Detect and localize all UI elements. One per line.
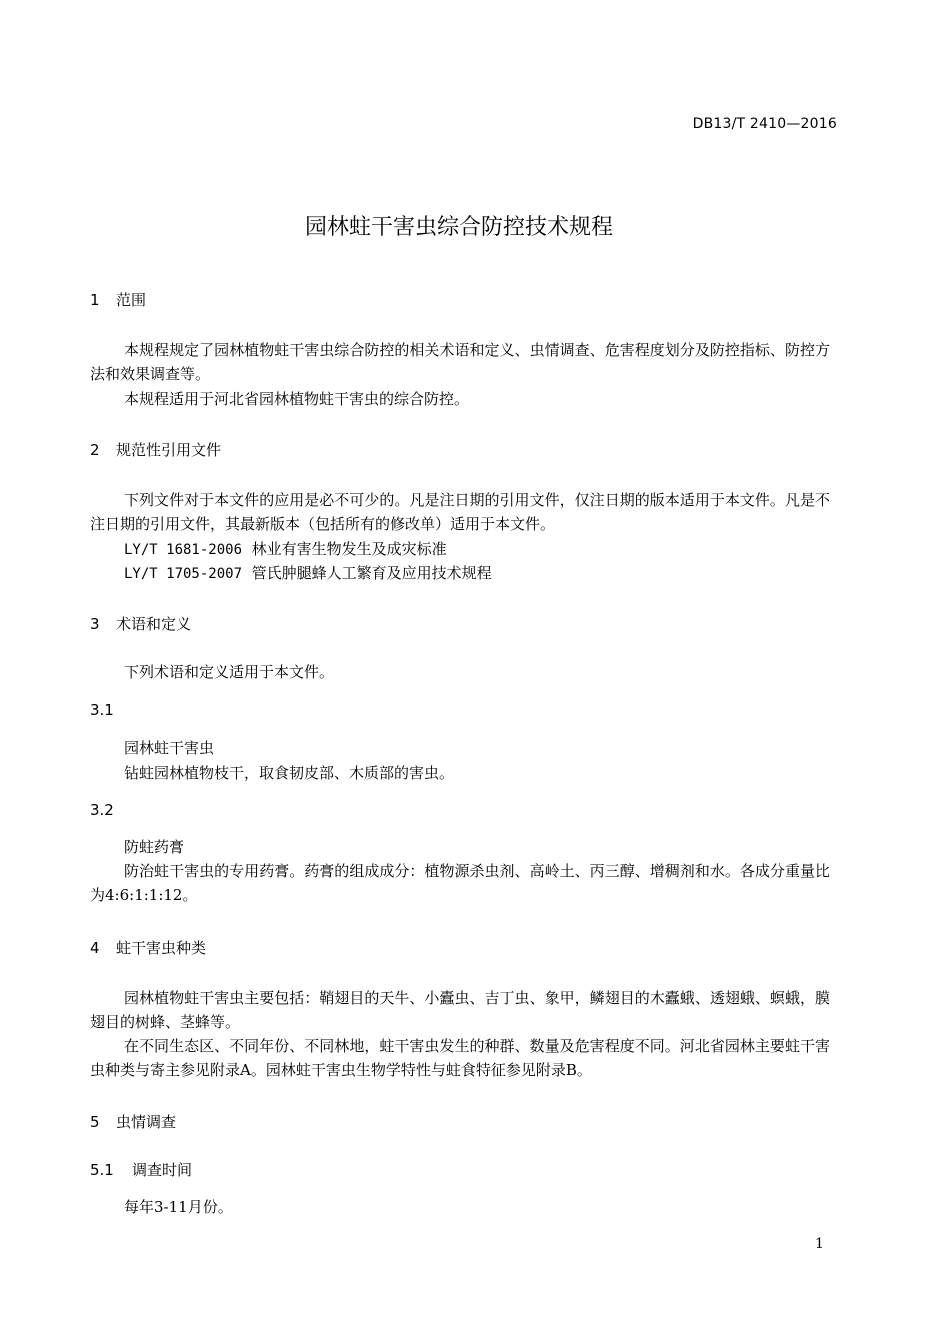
section-1-heading <box>90 289 146 310</box>
section-title: 术语和定义 <box>116 615 192 633</box>
term-3-2-definition: 防治蛀干害虫的专用药膏。药膏的组成成分：植物源杀虫剂、高岭土、丙三醇、增稠剂和水。各成分重量比为4:6:1:1:12。 <box>90 862 830 904</box>
section-1-paragraph-2: 本规程适用于河北省园林植物蛀干害虫的综合防控。 <box>124 390 470 408</box>
section-title: 蛀干害虫种类 <box>116 939 207 957</box>
section-number: 1 <box>90 291 100 309</box>
section-2-paragraph-1: 下列文件对于本文件的应用是必不可少的。凡是注日期的引用文件，仅注日期的版本适用于本文件。凡是不注日期的引用文件，其最新版本（包括所有的修改单）适用于本文件。 <box>90 491 830 533</box>
subsection-5-1-paragraph: 每年3-11月份。 <box>124 1198 233 1216</box>
section-number: 2 <box>90 441 100 459</box>
reference-code: LY/T 1705-2007 <box>124 566 243 582</box>
term-3-1-definition: 钻蛀园林植物枝干，取食韧皮部、木质部的害虫。 <box>124 764 455 782</box>
term-3-2: 防蛀药膏 <box>124 838 185 856</box>
reference-item <box>124 537 447 562</box>
page-number: 1 <box>815 1236 824 1252</box>
section-4-heading <box>90 937 206 958</box>
term-3-1: 园林蛀干害虫 <box>124 739 215 757</box>
subsection-number: 5.1 <box>90 1161 114 1179</box>
document-title: 园林蛀干害虫综合防控技术规程 <box>304 215 613 240</box>
section-title: 范围 <box>116 291 147 309</box>
section-5-heading <box>90 1111 176 1132</box>
reference-name: 林业有害生物发生及成灾标准 <box>251 540 447 558</box>
section-3-paragraph-1: 下列术语和定义适用于本文件。 <box>124 663 335 681</box>
section-1-paragraph-1: 本规程规定了园林植物蛀干害虫综合防控的相关术语和定义、虫情调查、危害程度划分及防控指标、防控方法和效果调查等。 <box>90 341 830 383</box>
section-title: 虫情调查 <box>116 1113 177 1131</box>
reference-code: LY/T 1681-2006 <box>124 542 243 558</box>
section-2-heading <box>90 439 221 460</box>
clause-3-2-number: 3.2 <box>90 801 114 819</box>
section-number: 4 <box>90 939 100 957</box>
section-number: 3 <box>90 615 100 633</box>
section-4-paragraph-1: 园林植物蛀干害虫主要包括：鞘翅目的天牛、小蠹虫、吉丁虫、象甲，鳞翅目的木蠹蛾、透翅蛾、螟蛾，膜翅目的树蜂、茎蜂等。 <box>90 989 830 1031</box>
standard-code: DB13/T 2410—2016 <box>692 116 837 132</box>
subsection-title: 调查时间 <box>132 1161 193 1179</box>
section-title: 规范性引用文件 <box>116 441 222 459</box>
section-4-paragraph-2: 在不同生态区、不同年份、不同林地，蛀干害虫发生的种群、数量及危害程度不同。河北省园林主要蛀干害虫种类与寄主参见附录A。园林蛀干害虫生物学特性与蛀食特征参见附录B。 <box>90 1037 830 1079</box>
clause-3-1-number: 3.1 <box>90 701 114 719</box>
subsection-5-1-heading <box>90 1159 192 1180</box>
section-number: 5 <box>90 1113 100 1131</box>
reference-item <box>124 561 492 586</box>
reference-name: 管氏肿腿蜂人工繁育及应用技术规程 <box>251 564 492 582</box>
section-3-heading <box>90 613 191 634</box>
